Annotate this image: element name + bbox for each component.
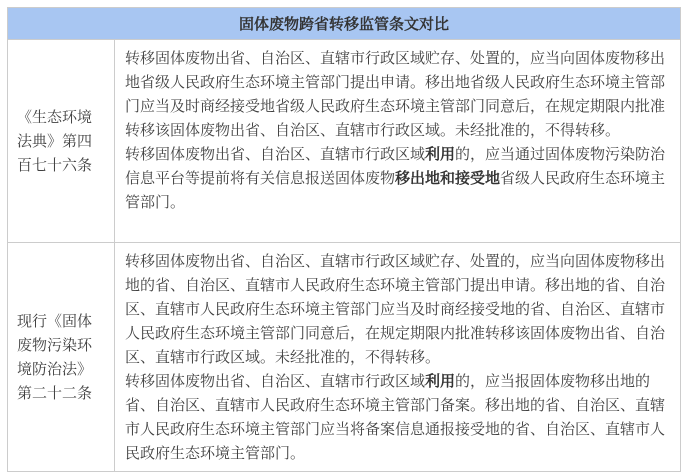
table-row — [8, 39, 680, 242]
law-name: 《生态环境法典》第四百七十六条 — [17, 108, 93, 174]
body-text: 转移固体废物出省、自治区、直辖市行政区域 — [125, 372, 426, 390]
law-paragraph — [125, 249, 670, 369]
body-text: 省级人民政府生态环境主管部门。 — [125, 169, 666, 211]
law-name: 现行《固体废物污染环境防治法》第二十二条 — [17, 312, 93, 402]
body-text: 的，应当通过固体废物污染防治信息平台等提前将有关信息报送固体废物 — [125, 145, 666, 187]
body-text: 的，应当报固体废物移出地的省、自治区、直辖市人民政府生态环境主管部门备案。移出地的省、自治区、直辖市人民政府生态环境主管部门应当将备案信息通报接受地的省、自治区、直辖市人民政府生态环境主管部门。 — [125, 372, 666, 462]
highlighted-text: 利用 — [425, 145, 456, 163]
body-text: 转移固体废物出省、自治区、直辖市行政区域贮存、处置的，应当向固体废物移出地省级人民政府生态环境主管部门提出申请。移出地省级人民政府生态环境主管部门应当及时商经接受地省级人民政府生态环境主管部门同意后，在规定期限内批准转移该固体废物出省、自治区、直辖市行政区域。未经批准的，不得转移。 — [125, 49, 666, 139]
law-content-cell — [115, 40, 680, 242]
law-name-cell — [8, 243, 115, 471]
body-text: 转移固体废物出省、自治区、直辖市行政区域 — [125, 145, 426, 163]
law-paragraph — [125, 46, 670, 142]
law-paragraph — [125, 369, 670, 465]
law-paragraph — [125, 142, 670, 214]
body-text: 转移固体废物出省、自治区、直辖市行政区域贮存、处置的，应当向固体废物移出地的省、自治区、直辖市人民政府生态环境主管部门提出申请。移出地的省、自治区、直辖市人民政府生态环境主管部门应当及时商经接受地的省、自治区、直辖市人民政府生态环境主管部门同意后，在规定期限内批准转移该固体废物出省、自治区、直辖市行政区域。未经批准的，不得转移。 — [125, 252, 666, 366]
law-content-cell — [115, 243, 680, 471]
comparison-table — [7, 7, 681, 472]
table-row — [8, 242, 680, 471]
highlighted-text: 移出地和接受地 — [395, 169, 501, 187]
highlighted-text: 利用 — [425, 372, 456, 390]
law-name-cell — [8, 40, 115, 242]
table-title: 固体废物跨省转移监管条文对比 — [8, 8, 680, 39]
